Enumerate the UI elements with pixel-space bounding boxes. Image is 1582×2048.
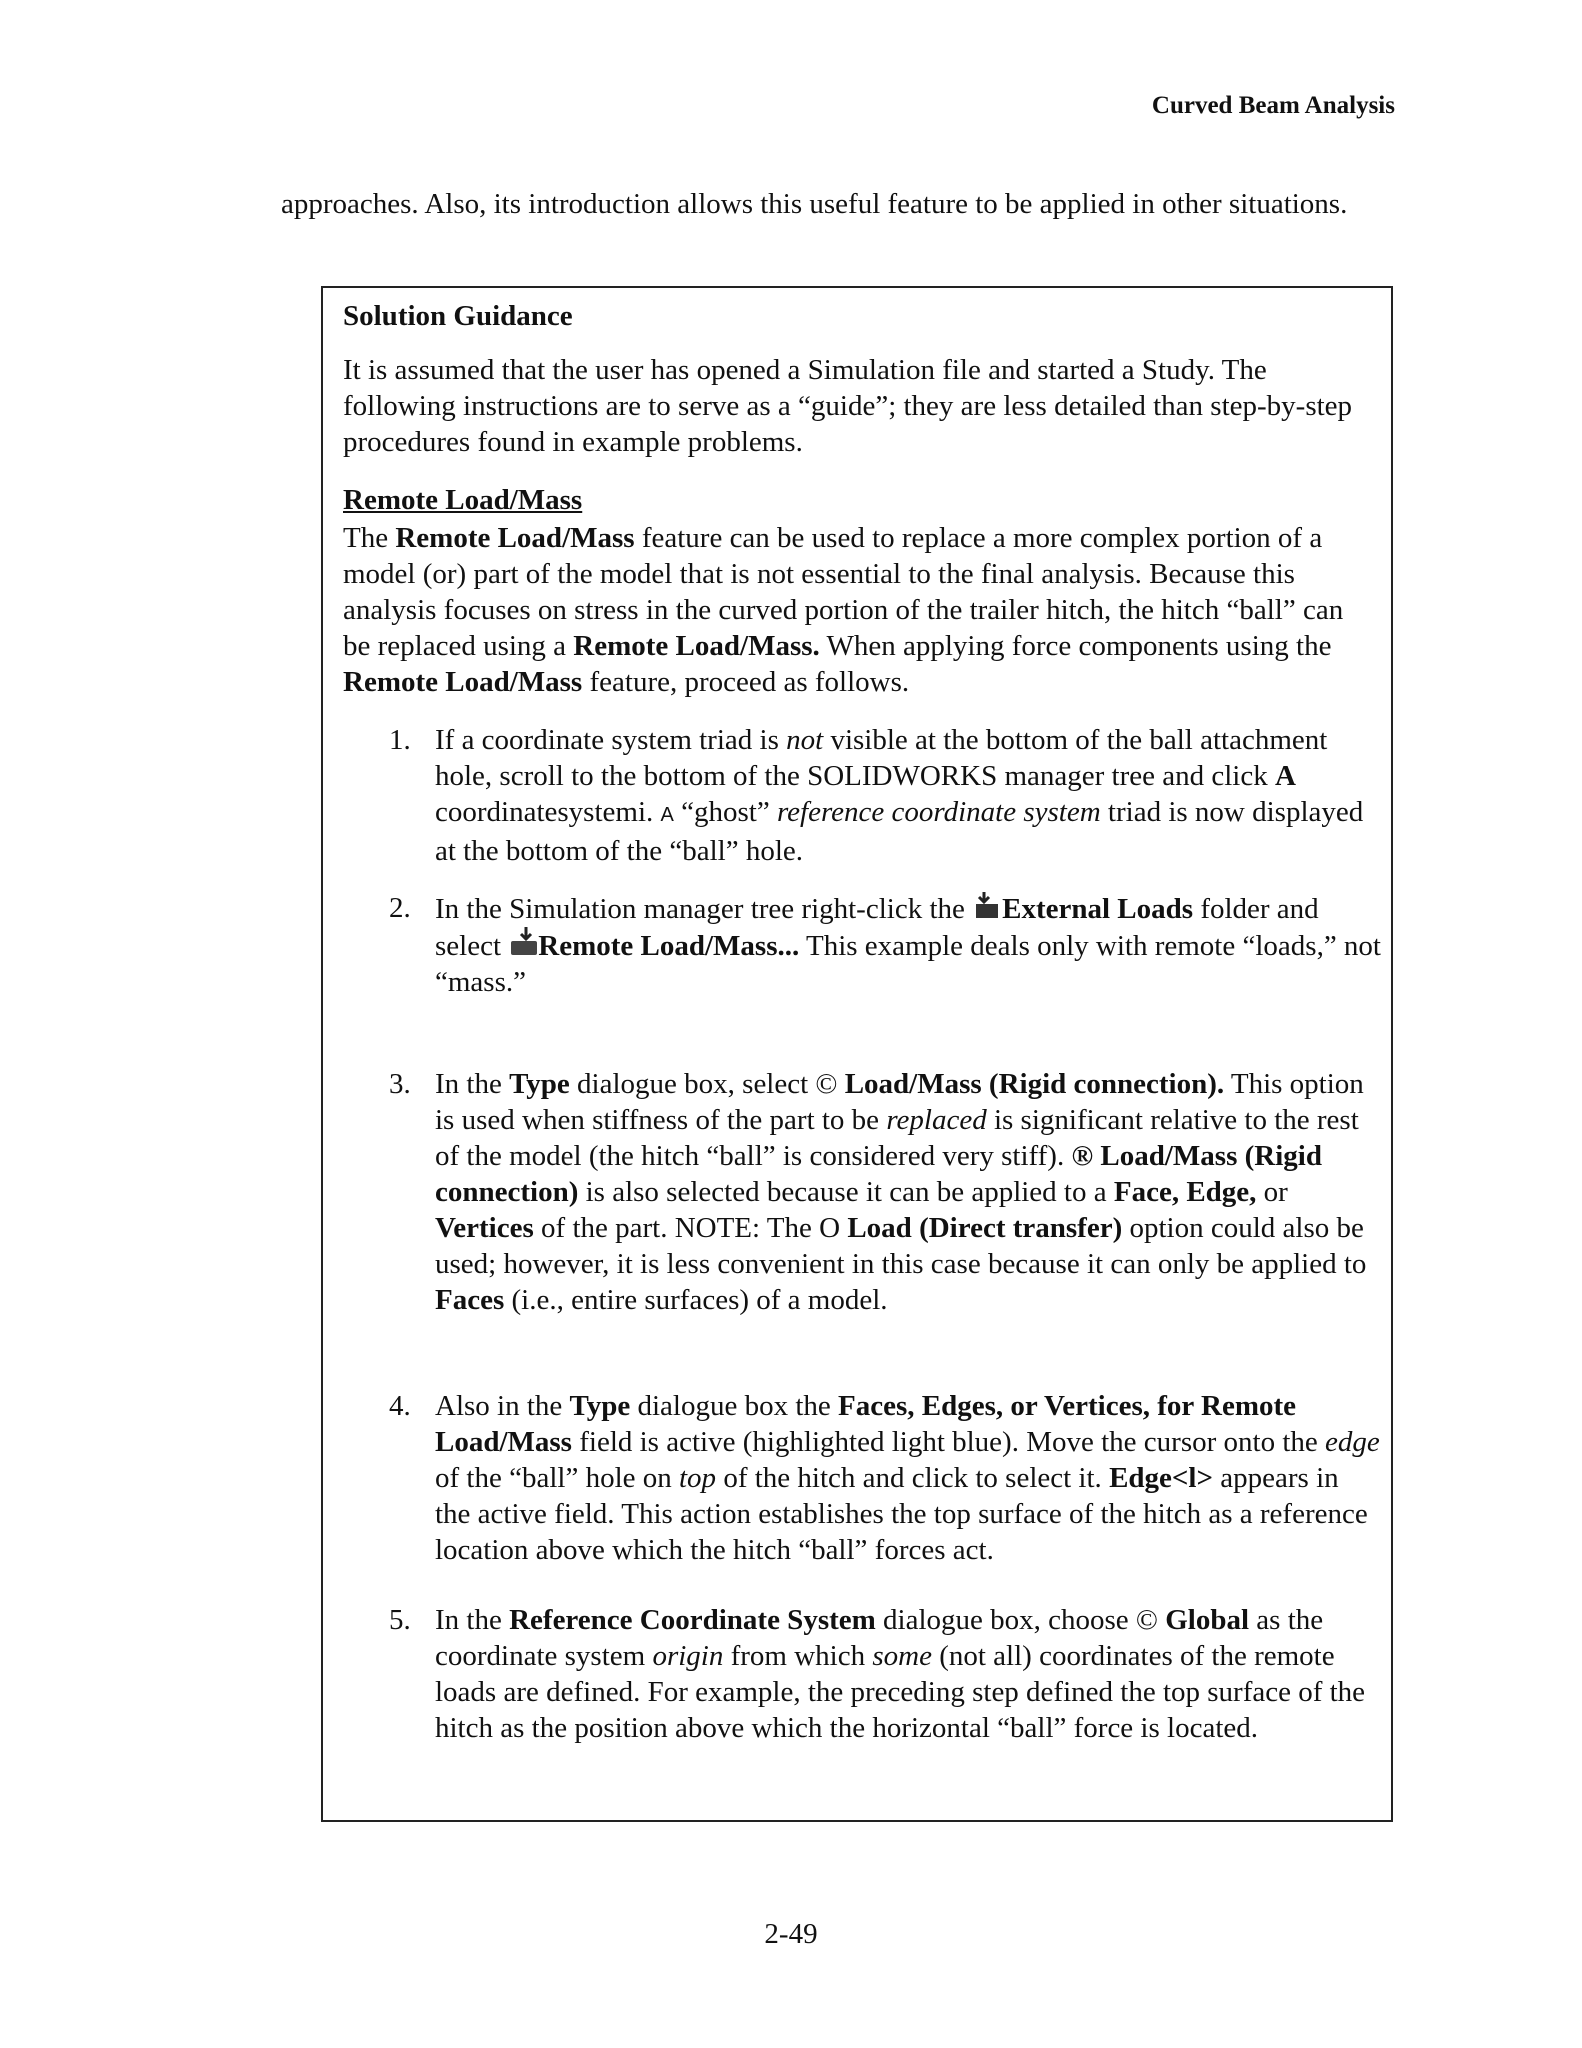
list-number: 5. bbox=[389, 1604, 411, 1636]
list-item: 3. In the Type dialogue box, select © Load/Mass (Rigid connection). This option is used when stiffness of the part to be replaced is significant relative to the rest of the model (the hitch “ball” is considered very stiff). ® Load/Mass (Rigid connection) is also selected because it can be applied to a Face, Edge, or Vertices of the part. NOTE: The O Load (Direct transfer) option could also be used; however, it is less convenient in this case because it can only be applied to Faces (i.e., entire surfaces) of a model. bbox=[389, 1068, 1367, 1316]
subheading-remote-load-mass: Remote Load/Mass bbox=[343, 484, 583, 516]
intro-paragraph: approaches. Also, its introduction allows this useful feature to be applied in other situations. bbox=[281, 188, 1348, 220]
list-number: 1. bbox=[389, 724, 411, 756]
list-number: 3. bbox=[389, 1068, 411, 1100]
box-title: Solution Guidance bbox=[343, 300, 573, 332]
list-item: 2. In the Simulation manager tree right-click the External Loads folder and select Remote Load/Mass... This example deals only with remote “loads,” not “mass.” bbox=[389, 892, 1381, 998]
page-number: 2-49 bbox=[764, 1918, 818, 1950]
guidance-paragraph: It is assumed that the user has opened a Simulation file and started a Study. The following instructions are to serve as a “guide”; they are less detailed than step-by-step procedures found in example problems. bbox=[343, 354, 1353, 458]
remote-load-paragraph: The Remote Load/Mass feature can be used to replace a more complex portion of a model (or) part of the model that is not essential to the final analysis. Because this analysis focuses on stress in the curved portion of the trailer hitch, the hitch “ball” can be replaced using a Remote Load/Mass. When applying force components using the Remote Load/Mass feature, proceed as follows. bbox=[343, 522, 1344, 698]
list-item: 5. In the Reference Coordinate System dialogue box, choose © Global as the coordinate system origin from which some (not all) coordinates of the remote loads are defined. For example, the preceding step defined the top surface of the hitch as the position above which the horizontal “ball” force is located. bbox=[389, 1604, 1366, 1744]
list-item: 1. If a coordinate system triad is not visible at the bottom of the ball attachment hole, scroll to the bottom of the SOLIDWORKS manager tree and click A coordinatesystemi. A “ghost” reference coordinate system triad is now displayed at the bottom of the “ball” hole. bbox=[389, 724, 1364, 867]
running-header: Curved Beam Analysis bbox=[1151, 92, 1395, 119]
list-number: 4. bbox=[389, 1390, 411, 1422]
list-number: 2. bbox=[389, 892, 411, 924]
list-item: 4. Also in the Type dialogue box the Faces, Edges, or Vertices, for Remote Load/Mass field is active (highlighted light blue). Move the cursor onto the edge of the “ball” hole on top of the hitch and click to select it. Edge<l> appears in the active field. This action establishes the top surface of the hitch as a reference location above which the hitch “ball” forces act. bbox=[389, 1390, 1380, 1566]
solution-guidance-box bbox=[321, 286, 1393, 1822]
